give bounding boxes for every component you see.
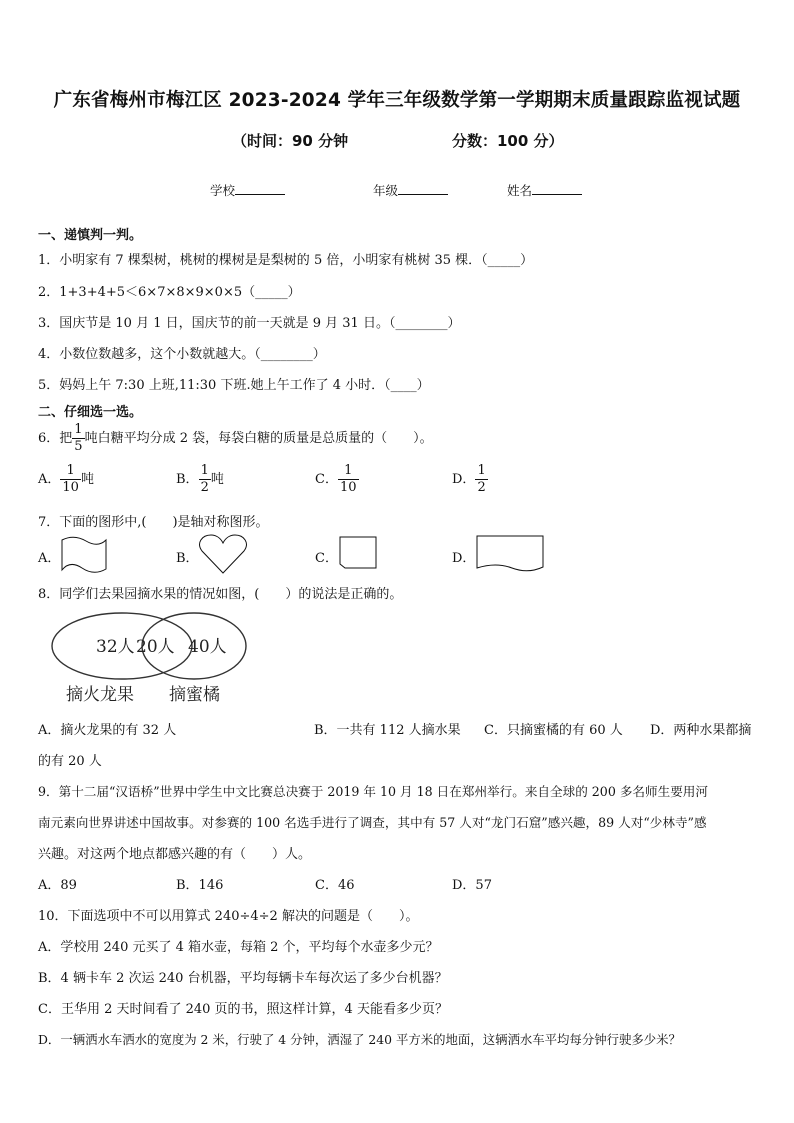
venn-mid-value: 20人 xyxy=(136,637,175,657)
section-choose: 二、仔细选一选。 xyxy=(38,405,143,420)
wavy-rect-icon[interactable] xyxy=(474,534,546,574)
q7-option-d-label[interactable]: D． xyxy=(452,551,476,566)
q6-prefix: 6．把 xyxy=(38,431,73,446)
question-1: 1．小明家有 7 棵梨树，桃树的棵树是是梨树的 5 倍，小明家有桃树 35 棵．（_____） xyxy=(38,253,534,268)
question-8: 8．同学们去果园摘水果的情况如图，( ）的说法是正确的。 xyxy=(38,587,403,602)
question-3: 3．国庆节是 10 月 1 日，国庆节的前一天就是 9 月 31 日。（________） xyxy=(38,316,461,331)
q9-option-d[interactable]: D．57 xyxy=(452,878,492,893)
question-6 xyxy=(38,421,433,457)
q6-option-b[interactable]: B． $\frac{1}{2}$ 吨 xyxy=(176,463,224,495)
venn-diagram xyxy=(48,608,254,708)
name-label: 姓名 xyxy=(507,183,533,198)
q10-option-d[interactable]: D．一辆洒水车洒水的宽度为 2 米，行驶了 4 分钟，洒湿了 240 平方米的地面，这辆洒水车平均每分钟行驶多少米？ xyxy=(38,1032,681,1047)
question-2: 2．1+3+4+5＜6×7×8×9×0×5（_____） xyxy=(38,285,301,300)
q9-option-b[interactable]: B．146 xyxy=(176,878,224,893)
name-blank[interactable] xyxy=(532,182,582,195)
name-field[interactable] xyxy=(507,181,582,199)
question-9-line-1: 9．第十二届“汉语桥”世界中学生中文比赛总决赛于 2019 年 10 月 18 日在郑州举行。来自全球的 200 多名师生要用河 xyxy=(38,784,708,799)
question-7: 7．下面的图形中,( )是轴对称图形。 xyxy=(38,515,269,530)
q8-option-a[interactable]: A．摘火龙果的有 32 人 xyxy=(38,723,177,738)
venn-left-value: 32人 xyxy=(96,637,135,657)
q9-option-c[interactable]: C．46 xyxy=(315,878,355,893)
question-9-line-2: 南元素向世界讲述中国故事。对参赛的 100 名选手进行了调查，其中有 57 人对“龙门石窟”感兴趣，89 人对“少林寺”感 xyxy=(38,815,707,830)
grade-label: 年级 xyxy=(373,183,399,198)
venn-right-value: 40人 xyxy=(188,637,227,657)
q6-option-a[interactable]: A． $\frac{1}{10}$ 吨 xyxy=(38,463,94,495)
q7-option-c-label[interactable]: C． xyxy=(315,551,338,566)
question-4: 4．小数位数越多，这个小数就越大。（________） xyxy=(38,347,326,362)
q6-fraction: $\frac{1}{5}$ xyxy=(74,422,83,454)
section-judge: 一、递慎判一判。 xyxy=(38,228,143,243)
wavy-flag-icon[interactable] xyxy=(60,536,108,574)
grade-blank[interactable] xyxy=(398,182,448,195)
q6-option-d[interactable]: D． $\frac{1}{2}$ xyxy=(452,463,486,495)
school-field[interactable] xyxy=(210,181,285,199)
q6-suffix: 吨白糖平均分成 2 袋，每袋白糖的质量是总质量的（ ）。 xyxy=(84,431,433,446)
question-5: 5．妈妈上午 7:30 上班,11:30 下班.她上午工作了 4 小时．（____） xyxy=(38,378,430,393)
exam-time: （时间：90 分钟 xyxy=(232,132,349,150)
q8-option-d[interactable]: D．两种水果都摘 xyxy=(650,723,752,738)
q8-option-c[interactable]: C．只摘蜜橘的有 60 人 xyxy=(484,723,623,738)
q7-option-a-label[interactable]: A． xyxy=(38,551,61,566)
q9-option-a[interactable]: A．89 xyxy=(38,878,77,893)
q10-option-b[interactable]: B．4 辆卡车 2 次运 240 台机器，平均每辆卡车每次运了多少台机器？ xyxy=(38,971,448,986)
grade-field[interactable] xyxy=(373,181,448,199)
q7-option-b-label[interactable]: B． xyxy=(176,551,199,566)
q10-option-a[interactable]: A．学校用 240 元买了 4 箱水壶，每箱 2 个，平均每个水壶多少元？ xyxy=(38,940,439,955)
venn-right-label: 摘蜜橘 xyxy=(169,685,220,705)
q6-option-c[interactable]: C． $\frac{1}{10}$ xyxy=(315,463,357,495)
heart-icon[interactable] xyxy=(198,533,248,575)
q10-option-c[interactable]: C．王华用 2 天时间看了 240 页的书，照这样计算，4 天能看多少页？ xyxy=(38,1002,448,1017)
question-9-line-3: 兴趣。对这两个地点都感兴趣的有（ ）人。 xyxy=(38,847,312,862)
bookmark-rect-icon[interactable] xyxy=(337,535,379,571)
exam-score: 分数：100 分） xyxy=(452,132,564,150)
q8-option-d-cont: 的有 20 人 xyxy=(38,754,102,769)
q8-option-b[interactable]: B．一共有 112 人摘水果 xyxy=(314,723,461,738)
school-blank[interactable] xyxy=(235,182,285,195)
venn-left-label: 摘火龙果 xyxy=(66,685,134,705)
school-label: 学校 xyxy=(210,183,236,198)
question-10: 10．下面选项中不可以用算式 240÷4÷2 解决的问题是（ ）。 xyxy=(38,909,419,924)
page-title: 广东省梅州市梅江区 2023-2024 学年三年级数学第一学期期末质量跟踪监视试题 xyxy=(53,90,741,111)
